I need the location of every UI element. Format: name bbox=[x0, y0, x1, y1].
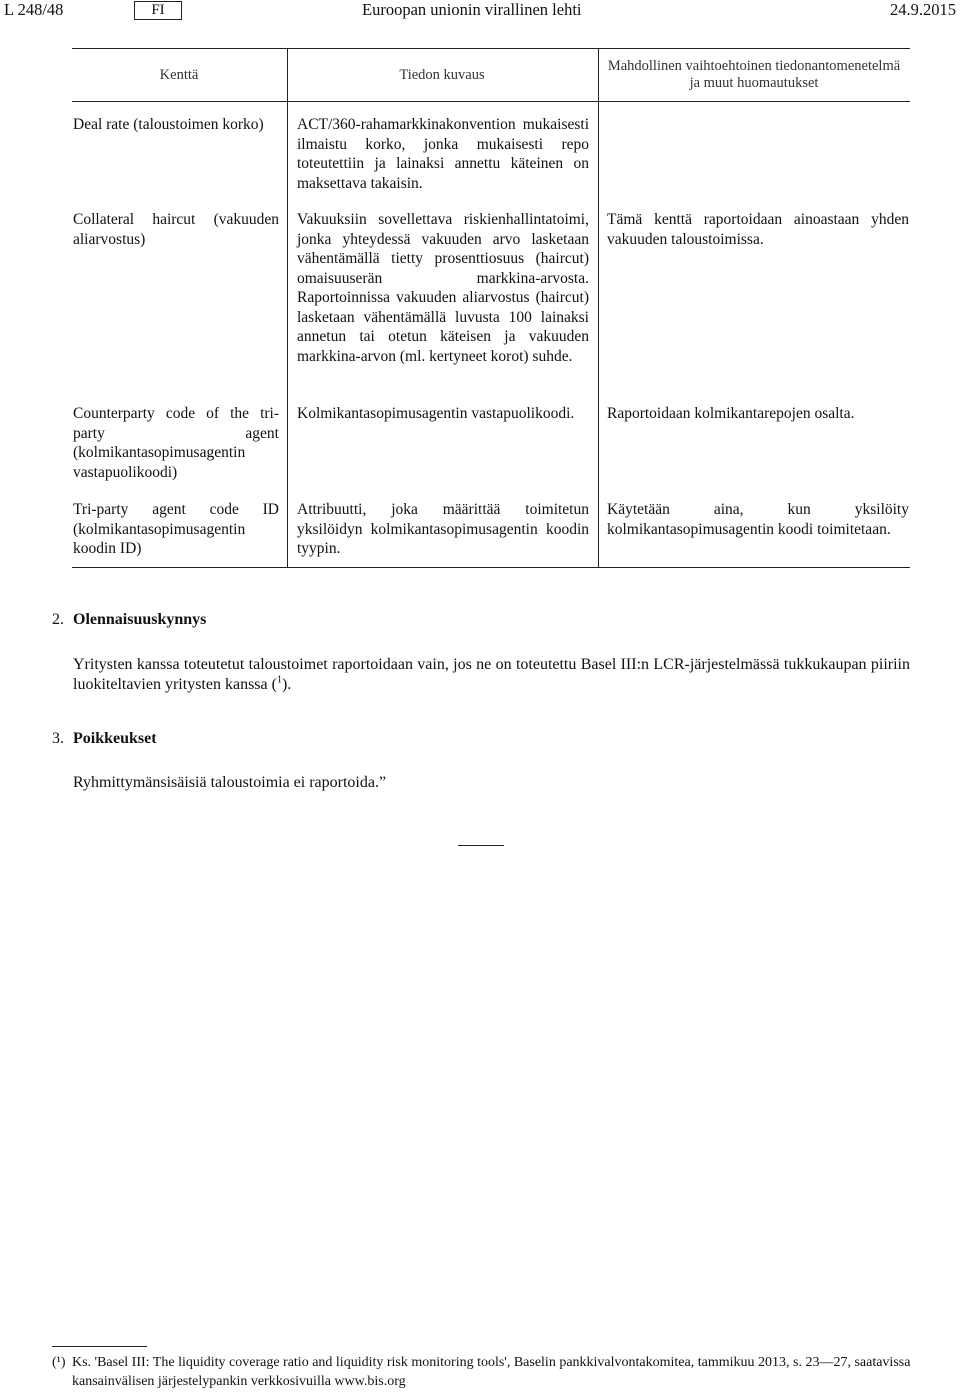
section-2-text: Yritysten kanssa toteutetut taloustoimet raportoidaan vain, jos ne on toteutettu Basel III:n LCR-järjestelmässä tukkukaupan piiriin luokiteltavien yritysten kanssa ($^1$). bbox=[73, 656, 910, 693]
row-2-remarks: Tämä kenttä raportoidaan ainoastaan yhden vakuuden taloustoimissa. bbox=[607, 211, 909, 248]
footnote-reference[interactable]: 1 bbox=[276, 674, 282, 686]
row-3-field: Counterparty code of the tri-party agent (kolmikantasopimusagentin vastapuolikoodi) bbox=[73, 405, 279, 481]
section-3-text: Ryhmittymänsisäisiä taloustoimia ei raportoida.” bbox=[73, 774, 387, 791]
issue-date: 24.9.2015 bbox=[890, 0, 956, 19]
column-header-description: Tiedon kuvaus bbox=[399, 66, 485, 83]
row-4-description: Attribuutti, joka määrittää toimitetun yksilöidyn kolmikantasopimusagentin koodin tyypin. bbox=[297, 501, 589, 557]
row-1-description: ACT/360-rahamarkkinakonvention mukaisesti ilmaistu korko, jonka mukaisesti repo toteutettiin ja lainaksi annettu käteinen on maksettava takaisin. bbox=[297, 116, 589, 192]
footnote-text: Ks. 'Basel III: The liquidity coverage ratio and liquidity risk monitoring tools', Baselin pankkivalvontakomitea, tammikuu 2013, s. 23—27, saatavissa kansainvälisen järjestelypankin verkkosivuilla www.bis.org bbox=[72, 1355, 911, 1389]
section-2-number: 2. bbox=[52, 611, 64, 628]
column-divider bbox=[598, 48, 599, 568]
column-header-field: Kenttä bbox=[159, 66, 199, 83]
table-header-row bbox=[72, 48, 910, 102]
column-divider bbox=[287, 48, 288, 568]
language-code: FI bbox=[134, 1, 182, 20]
section-3-title: Poikkeukset bbox=[73, 730, 157, 747]
row-1-field: Deal rate (taloustoimen korko) bbox=[73, 116, 264, 133]
journal-title: Euroopan unionin virallinen lehti bbox=[362, 0, 582, 19]
end-rule bbox=[458, 845, 504, 846]
footnote-rule bbox=[52, 1346, 147, 1347]
row-3-remarks: Raportoidaan kolmikantarepojen osalta. bbox=[607, 405, 855, 422]
row-4-field: Tri-party agent code ID (kolmikantasopimusagentin koodin ID) bbox=[73, 501, 279, 557]
page-number: L 248/48 bbox=[4, 0, 64, 19]
column-header-remarks: Mahdollinen vaihtoehtoinen tiedonantomenetelmä ja muut huomautukset bbox=[607, 58, 901, 91]
row-3-description: Kolmikantasopimusagentin vastapuolikoodi. bbox=[297, 405, 575, 422]
row-2-description: Vakuuksiin sovellettava riskienhallintatoimi, jonka yhteydessä vakuuden arvo lasketaan vähentämällä tietty prosenttiosuus (haircut) omaisuuserän markkina-arvosta. Raportoinnissa vakuuden aliarvostus (haircut) lasketaan vähentämällä luvusta 100 lainaksi annetun tai otetun käteisen ja vakuuden markkina-arvon (ml. kertyneet korot) suhde. bbox=[297, 211, 589, 365]
section-3-number: 3. bbox=[52, 730, 64, 747]
footnote-mark: (¹) bbox=[52, 1355, 66, 1370]
field-table bbox=[72, 48, 910, 557]
table-bottom-rule bbox=[72, 567, 910, 568]
row-2-field: Collateral haircut (vakuuden aliarvostus) bbox=[73, 211, 279, 248]
section-2-title: Olennaisuuskynnys bbox=[73, 611, 207, 628]
row-4-remarks: Käytetään aina, kun yksilöity kolmikantasopimusagentin koodi toimitetaan. bbox=[607, 501, 909, 538]
